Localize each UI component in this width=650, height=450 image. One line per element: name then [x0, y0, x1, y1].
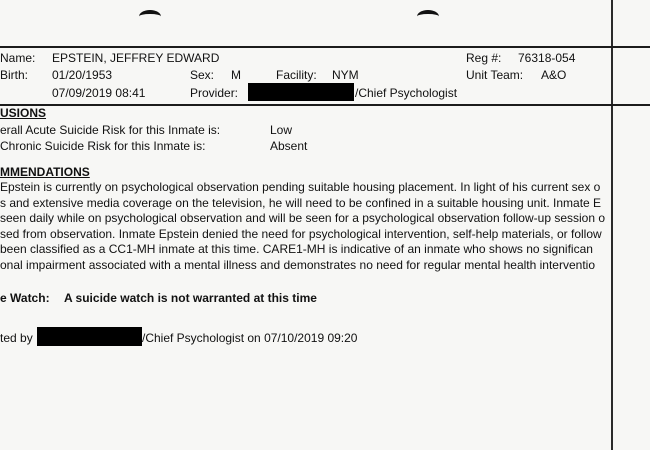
unit-team-label: Unit Team:	[466, 68, 524, 82]
facility-value: NYM	[332, 68, 359, 82]
conclusions-heading: USIONS	[0, 106, 47, 120]
recommendation-line: s and extensive media coverage on the television, he will need to be confined in a suitable housing unit. Inmate E	[0, 195, 602, 210]
header-top-rule	[0, 46, 650, 48]
facility-label: Facility:	[276, 68, 317, 82]
chronic-risk-label: Chronic Suicide Risk for this Inmate is:	[0, 139, 206, 153]
completed-by-label: ted by	[0, 331, 33, 345]
acute-risk-value: Low	[270, 123, 293, 137]
recommendation-line: onal impairment associated with a mental illness and demonstrates no need for regular mental health interventio	[0, 257, 595, 272]
redaction-bar-provider	[248, 83, 354, 101]
recommendation-line: Epstein is currently on psychological observation pending suitable housing placement. In light of his current sex o	[0, 180, 601, 194]
completed-by-signature: /Chief Psychologist on 07/10/2019 09:20	[142, 331, 358, 345]
name-value: EPSTEIN, JEFFREY EDWARD	[52, 51, 220, 65]
suicide-watch-statement: A suicide watch is not warranted at this time	[64, 291, 317, 305]
provider-title: /Chief Psychologist	[355, 86, 458, 100]
birth-label: Birth:	[0, 68, 29, 82]
recommendations-paragraph	[0, 180, 650, 273]
scan-punch-mark-left	[139, 10, 161, 23]
unit-team-value: A&O	[541, 68, 567, 82]
header-bottom-rule	[0, 104, 650, 106]
birth-value: 01/20/1953	[52, 68, 113, 82]
encounter-date: 07/09/2019 08:41	[52, 86, 146, 100]
chronic-risk-value: Absent	[270, 139, 308, 153]
sex-value: M	[231, 68, 241, 82]
suicide-watch-label: e Watch:	[0, 291, 50, 305]
redaction-bar-completed-by	[37, 327, 142, 346]
recommendation-line: been classified as a CC1-MH inmate at this time. CARE1-MH is indicative of an inmate who shows no significan	[0, 242, 593, 256]
reg-value: 76318-054	[518, 51, 576, 65]
provider-label: Provider:	[190, 86, 239, 100]
sex-label: Sex:	[190, 68, 215, 82]
reg-label: Reg #:	[466, 51, 502, 65]
scan-punch-mark-right	[417, 10, 439, 23]
recommendation-line: sed from observation. Inmate Epstein denied the need for psychological intervention, self-help materials, or follow	[0, 226, 602, 241]
acute-risk-label: erall Acute Suicide Risk for this Inmate is:	[0, 123, 221, 137]
recommendations-heading: MMENDATIONS	[0, 165, 90, 179]
name-label: Name:	[0, 51, 36, 65]
recommendation-line: seen daily while on psychological observation and will be seen for a psychological observation follow-up session o	[0, 211, 606, 225]
